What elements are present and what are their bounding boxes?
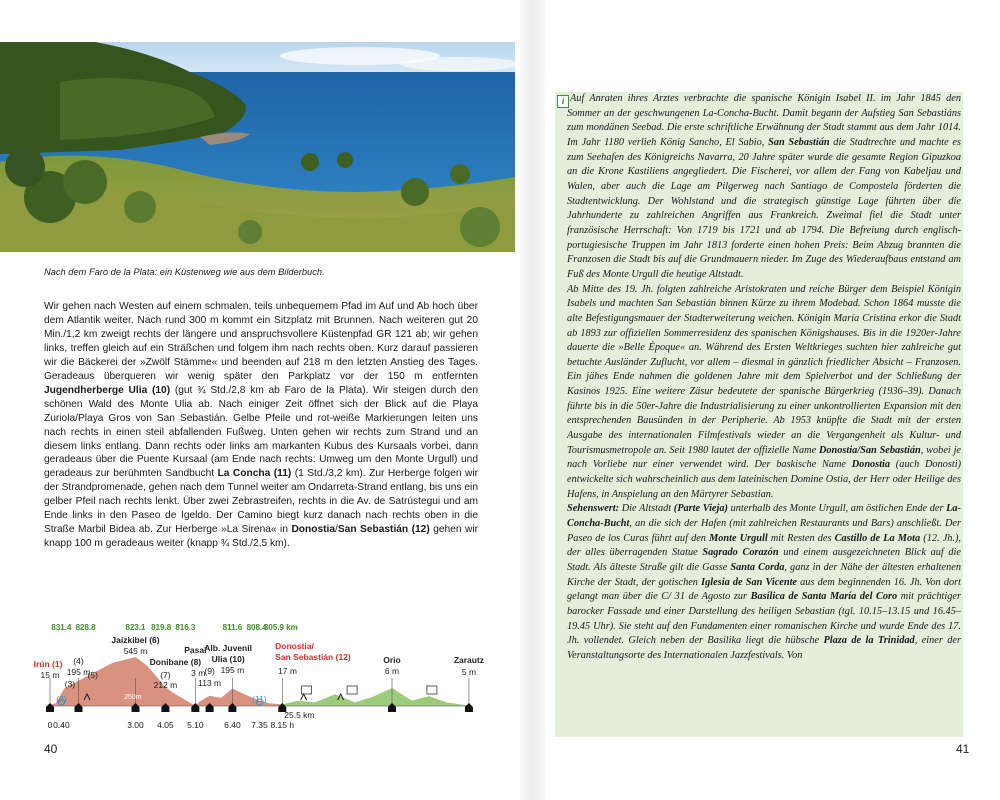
waypoint-label: Irún (1): [33, 659, 63, 669]
waypoint-elevation: 212 m: [153, 680, 178, 690]
info-text-run: (12. Jh.), der alles überragenden Statue: [567, 532, 961, 559]
waypoint-label: (7): [160, 670, 171, 680]
info-text-run: und einem ausgezeichneten Blick auf die Stadt. Als älteste Straße gilt die Gasse: [567, 547, 961, 573]
info-text-run: aus dem beginnenden 16. Jh. Von dort gelangt man über die C/ 31 de Agosto zur: [567, 576, 961, 603]
waypoint-label: Jaizkibel (6): [111, 635, 160, 645]
x-tick-label: 7.35: [251, 720, 268, 730]
waypoint-elevation: 3 m: [191, 668, 206, 678]
info-paragraph-sights: [567, 502, 961, 663]
waypoint-label: Alb. Juvenil: [204, 643, 252, 653]
page-number-left: 40: [44, 742, 58, 756]
info-bold: Castillo de La Mota: [834, 532, 921, 544]
info-text-run: Die Altstadt: [619, 503, 674, 515]
distance-label: 823.1: [125, 623, 146, 632]
info-bold: Donostia/San Sebastián: [818, 444, 921, 456]
waypoint-san-sebastian: San Sebastián (12): [337, 524, 430, 536]
waypoint-elevation: 17 m: [278, 666, 297, 676]
elevation-profile-chart: [18, 620, 485, 738]
x-tick-label: 5.10: [187, 720, 204, 730]
distance-label: 831.4: [51, 623, 72, 632]
waypoint-label: (4): [73, 656, 84, 666]
x-tick-label: 6.40: [224, 720, 241, 730]
info-text-run: (auch Donosti) entwickelte sich wahrscheinlich aus dem lateinischen Domine Ostia, der Herr oder Heilige des Hafens, in Anspielung an den Märtyrer Sebastian.: [567, 459, 961, 500]
waypoint-label: Donibane (8): [149, 657, 202, 667]
x-tick-label: 8.15 h: [270, 720, 295, 730]
route-description: [44, 300, 478, 551]
distance-label: 819.8: [151, 623, 172, 632]
distance-label: 805.9 km: [263, 623, 298, 632]
waypoint-label: (5): [87, 670, 98, 680]
info-text-run: , einer der Veranstaltungsorte des Internationalen Jazzfestivals. Von: [567, 635, 962, 661]
route-text: gehen wir knapp 100 m geradeaus weiter (knapp ¾ Std./2,5 km).: [44, 524, 478, 550]
info-bold: Santa Corda: [730, 562, 785, 573]
waypoint-label: Ulia (10): [211, 654, 245, 664]
info-bold: Sehenswert:: [567, 503, 620, 515]
route-text: (gut ¾ Std./2,8 km ab Faro de la Plata). Wir steigen durch den schönen Wald des Monte Ulia ab. Nach einiger Zeit öffnet sich der Blick auf die Playa Zuriola/Playa Gros von San Sebastián. Gelbe Pfeile und rot-weiße Markierungen leiten uns nach rechts in einen steil abfallenden Fußweg. Unten gehen wir rechts zum Strand und an diesem links entlang. Dann rechts oder links am markanten Kubus des Kursaals vorbei, dann geradeaus über die Puente Kursaal (am Ende nach rechts: Umweg um den Monte Urgull) und geradeaus zur berühmten Sandbucht: [44, 384, 478, 480]
waypoint-label: (3): [64, 679, 76, 689]
waypoint-elevation: 195 m: [220, 665, 245, 675]
info-icon: i: [557, 95, 569, 108]
x-tick-label: 4.05: [157, 720, 174, 730]
route-text: Wir gehen nach Westen auf einem schmalen, teils unbequemem Pfad im Auf und Ab hoch über dem Atlantik weiter. Nach rund 300 m kommt ein Sitzplatz mit Brunnen. Nach weiteren gut 20 Min./1,2 km zweigt rechts der längere und anspruchsvollere Küstenpfad GR 121 ab; wir gehen links, treffen gleich auf ein Sträßchen und folgem ihm nach rechts oben. Kurz darauf passieren wir die Bäckerei der »Zwölf Stämme« und beenden auf 218 m den letzten Anstieg des Tages. Geradeaus überqueren wir wenig später den Parkplatz vor der 150 m entfernten: [44, 301, 478, 382]
info-bold: Plaza de la Trinidad: [823, 635, 915, 647]
info-text-run: , an die sich der Hafen (mit zahlreichen Restaurants und Bars) anschließt. Der Paseo de los Curas führt auf den: [567, 518, 961, 544]
distance-label: 828.8: [75, 623, 96, 632]
waypoint-label: Donostia/: [275, 641, 314, 651]
info-bold: La-Concha-Bucht: [567, 503, 961, 530]
info-bold: Sagrado Corazón: [702, 547, 779, 559]
info-text-run: , wobei je nach Vorliebe nur einer verwendet wird. Der baskische Name: [567, 444, 962, 471]
waypoint-label: (9): [204, 666, 215, 676]
hiker-icon: [301, 694, 307, 700]
end-distance-label: 25.5 km: [284, 710, 315, 720]
x-tick-label: 0: [47, 720, 53, 730]
waypoint-elevation: 113 m: [198, 678, 222, 688]
info-paragraph-modern: [567, 283, 961, 503]
waypoint-label: San Sebastián (12): [275, 652, 351, 662]
waypoint-jugendherberge-ulia: Jugendherberge Ulia (10): [44, 384, 171, 396]
info-paragraph-history: [567, 92, 961, 283]
waypoint-label: Zarautz: [453, 655, 485, 665]
distance-label: 811.6: [222, 623, 243, 632]
elevation-annotation: 250m: [124, 694, 142, 701]
service-icon: [302, 686, 312, 694]
info-bold: Donostia: [851, 459, 891, 471]
waypoint-elevation: 15 m: [40, 670, 60, 680]
waypoint-la-concha: La Concha (11): [217, 468, 292, 480]
house-icon: [465, 703, 473, 712]
elevation-profile: [18, 620, 485, 738]
page-number-right: 41: [956, 742, 970, 756]
waypoint-label: (2): [56, 694, 67, 704]
book-gutter: [520, 0, 545, 800]
waypoint-elevation: 5 m: [461, 667, 477, 677]
coastal-landscape-image: [0, 42, 515, 252]
service-icon: [347, 686, 357, 694]
waypoint-label: Pasai: [184, 645, 207, 655]
info-text-run: , ganz in der Nähe der ältesten erhaltenen Kirche der Stadt, der gotischen: [567, 562, 961, 588]
info-bold: Iglesia de San Vicente: [701, 576, 797, 588]
waypoint-label: (11): [252, 694, 267, 704]
waypoint-label: Orio: [383, 655, 401, 665]
info-bold: Monte Urgull: [709, 532, 768, 544]
info-bold: (Parte Vieja): [673, 503, 728, 515]
distance-label: 808.4: [246, 623, 267, 632]
info-text-run: mit Resten des: [767, 532, 835, 544]
info-text-run: Ab Mitte des 19. Jh. folgten zahlreiche Aristokraten und reiche Bürger dem Beispiel Königin Isabels und machten San Sebastián binnen Kürze zu ihrem Modebad. Schon 1864 musste die alte Befestigungsmauer der Stadterweiterung weichen. Königin María Cristina erkor die Stadt ab 1893 zur offiziellen Sommerresidenz des spanischen Königshauses. Bis in die 1920er-Jahre dauerte die »Belle Époque« an. Während des Ersten Weltkrieges suchten hier zahlreiche gut betuchte Ausländer Zuflucht, vor allem – diesmal in gänzlich friedlicher Absicht – Franzosen. Ein jähes Ende nahmen die goldenen Jahre mit dem Spielverbot und der Schließung der Kasinos 1925. Eine weitere Zäsur bedeutete der spanische Bürgerkrieg (1936–39). Danach führte bis in die 50er-Jahre die Industrialisierung zu einer unkontrollierten Expansion mit den entsprechenden Bausünden in der Peripherie. Ab 1953 knüpfte die Stadt mit der ersten Ausgabe des internationalen Filmfestivals wieder an die Vergangenheit als Kultur- und Tourismusmetropole an. Seit 1980 lautet der offizielle Name: [567, 283, 961, 456]
service-icon: [427, 686, 437, 694]
info-text-run: unterhalb des Monte Urgull, am östlichen Ende der: [727, 503, 947, 515]
waypoint-elevation: 6 m: [384, 666, 400, 676]
info-bold: San Sebastián: [768, 136, 830, 148]
info-text-run: mit prächtiger barocker Fassade und einer Darstellung des heiligen Sebastian (tgl. 10.15–13.15 und 16.45–19.45 Uhr). Sie steht auf den Fundamenten einer romanischen Kirche und wurde Ende des 17. Jh. vollendet. Gleich neben der Basilika liegt die hübsche: [567, 591, 961, 647]
distance-label: 816.3: [175, 623, 196, 632]
info-text: [567, 92, 961, 737]
x-tick-label: 0.40: [53, 720, 70, 730]
waypoint-elevation: 545 m: [123, 646, 148, 656]
info-bold: Basílica de Santa María del Coro: [750, 591, 898, 603]
x-tick-label: 3.00: [127, 720, 144, 730]
route-text: /: [335, 524, 338, 536]
info-text-run: die Stadtrechte und machte es zum Seehafen des Königreichs Navarra, 20 Jahre später wurde die gesamte Region Gipuzkoa an die Krone Kastiliens angegliedert. Die Fischerei, vor allem der Fang von Kabeljau und Walen, aber auch die Lage am Pilgerweg nach Santiago de Compostela förderten die Stadtentwicklung. Der Wohlstand und die strategisch günstige Lage führten über die Jahrhunderte zu zahlreichen Angriffen aus Frankreich. Zweimal fiel die Stadt unter französische Herrschaft: Von 1719 bis 1721 und ab 1794. Die Befreiung durch englisch-portugiesische Truppen im Jahr 1813 forderte einen hohen Preis: Beim Abzug brannten die Franzosen die Stadt bis auf die Grundmauern nieder. Im Zuge des Wiederaufbaus entstand am Fuß des Monte Urgull die heutige Altstadt.: [567, 136, 961, 280]
waypoint-elevation: 195 m: [66, 667, 91, 677]
info-text-run: Auf Anraten ihres Arztes verbrachte die spanische Königin Isabel II. im Jahr 1845 den Sommer an der geschwungenen La-Concha-Bucht. Damit begann der Aufstieg San Sebastiáns zum mondänen Seebad. Die erste schriftliche Erwähnung der Stadt stammt aus dem Jahr 1014. Im Jahr 1180 verlieh König Sancho, El Sabio,: [567, 93, 961, 148]
waypoint-donostia: Donostia: [291, 524, 336, 536]
photo-caption: Nach dem Faro de la Plata: ein Küstenweg wie aus dem Bilderbuch.: [44, 267, 325, 277]
coastal-photo: [0, 42, 515, 252]
route-text: (1 Std./3,2 km). Zur Herberge folgen wir der Strandpromenade, gehen nach dem Tunnel weiter am Ondarreta-Strand entlang, bis uns ein gelber Pfeil nach rechts lenkt. Über zwei Zebrastreifen, rechts in die Av. de Satrústegui und am Ende links in den Paseo de Igeldo. Der Camino biegt kurz danach nach rechts oben in die Straße Marbil Bidea ab. Zur Herberge »La Sirena« in: [44, 468, 478, 536]
